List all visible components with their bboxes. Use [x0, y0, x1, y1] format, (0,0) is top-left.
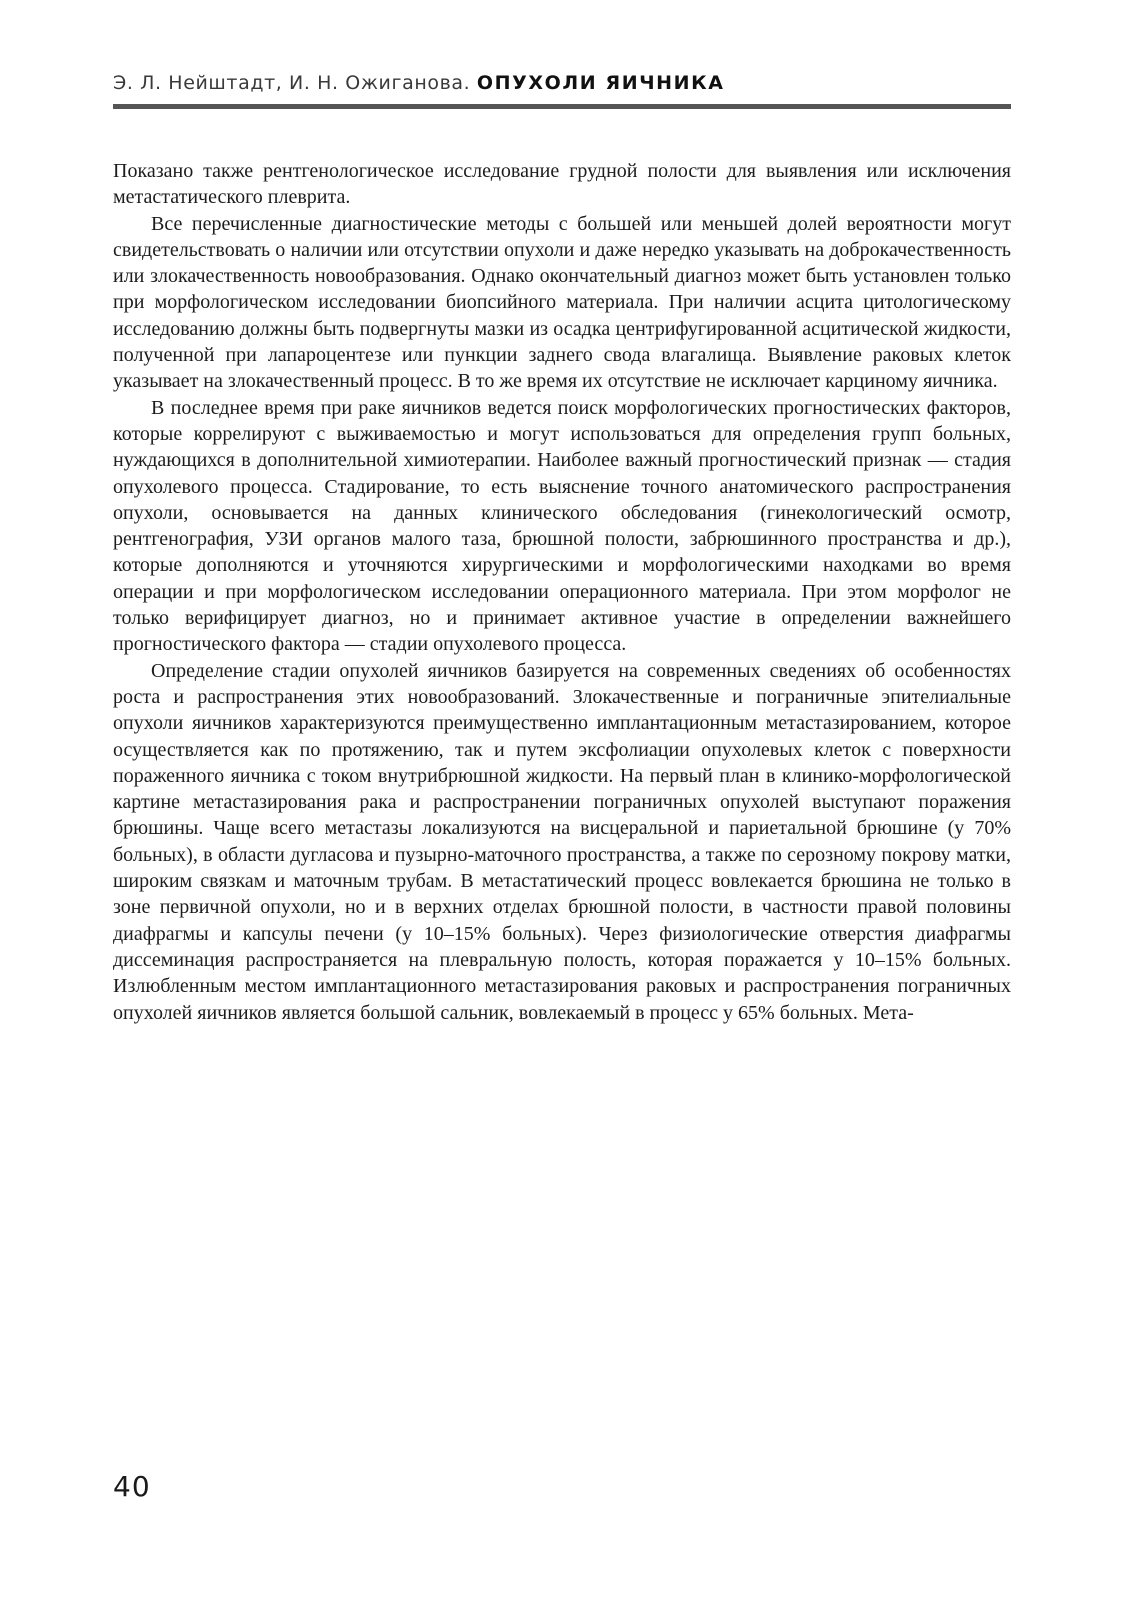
paragraph-4: Определение стадии опухолей яичников базируется на современных сведениях об особенностях роста и распространения этих новообразований. Злокачественные и пограничные эпителиальные опухоли яичников характеризуются преимущественно имплантационным метастазированием, которое осуществляется как по протяжению, так и путем эксфолиации опухолевых клеток с поверхности пораженного яичника с током внутрибрюшной жидкости. На первый план в клинико-морфологической картине метастазирования рака и распространении пограничных опухолей выступают поражения брюшины. Чаще всего метастазы локализуются на висцеральной и париетальной брюшине (у 70% больных), в области дугласова и пузырно-маточного пространства, а также по серозному покрову матки, широким связкам и маточным трубам. В метастатический процесс вовлекается брюшина не только в зоне первичной опухоли, но и в верхних отделах брюшной полости, в частности правой половины диафрагмы и капсулы печени (у 10–15% больных). Через физиологические отверстия диафрагмы диссеминация распространяется на плевральную полость, которая поражается у 10–15% больных. Излюбленным местом имплантационного метастазирования раковых и распространения пограничных опухолей яичников является большой сальник, вовлекаемый в процесс у 65% больных. Мета- — [113, 659, 1011, 1024]
paragraph-2: Все перечисленные диагностические методы с большей или меньшей долей вероятности могут свидетельствовать о наличии или отсутствии опухоли и даже нередко указывать на доброкачественность или злокачественность новообразования. Однако окончательный диагноз может быть установлен только при морфологическом исследовании биопсийного материала. При наличии асцита цитологическому исследованию должны быть подвергнуты мазки из осадка центрифугированной асцитической жидкости, полученной при лапароцентезе или пункции заднего свода влагалища. Выявление раковых клеток указывает на злокачественный процесс. В то же время их отсутствие не исключает карциному яичника. — [113, 212, 1011, 393]
header-title: ОПУХОЛИ ЯИЧНИКА — [476, 72, 725, 94]
paragraph-3: В последнее время при раке яичников ведется поиск морфологических прогностических факторов, которые коррелируют с выживаемостью и могут использоваться для определения групп больных, нуждающихся в дополнительной химиотерапии. Наиболее важный прогностический признак — стадия опухолевого процесса. Стадирование, то есть выяснение точного анатомического распространения опухоли, основывается на данных клинического обследования (гинекологический осмотр, рентгенография, УЗИ органов малого таза, брюшной полости, забрюшинного пространства и др.), которые дополняются и уточняются хирургическими и морфологическими находками во время операции и при морфологическом исследовании операционного материала. При этом морфолог не только верифицирует диагноз, но и принимает активное участие в определении важнейшего прогностического фактора — стадии опухолевого процесса. — [113, 396, 1011, 656]
body-text — [113, 158, 1011, 1026]
running-header — [113, 68, 1011, 109]
header-authors: Э. Л. Нейштадт, И. Н. Ожиганова. — [113, 72, 471, 94]
paragraph-1: Показано также рентгенологическое исследование грудной полости для выявления или исключения метастатического плеврита. — [113, 160, 1011, 209]
running-header-line — [113, 68, 1011, 98]
page-number: 40 — [113, 1470, 151, 1503]
